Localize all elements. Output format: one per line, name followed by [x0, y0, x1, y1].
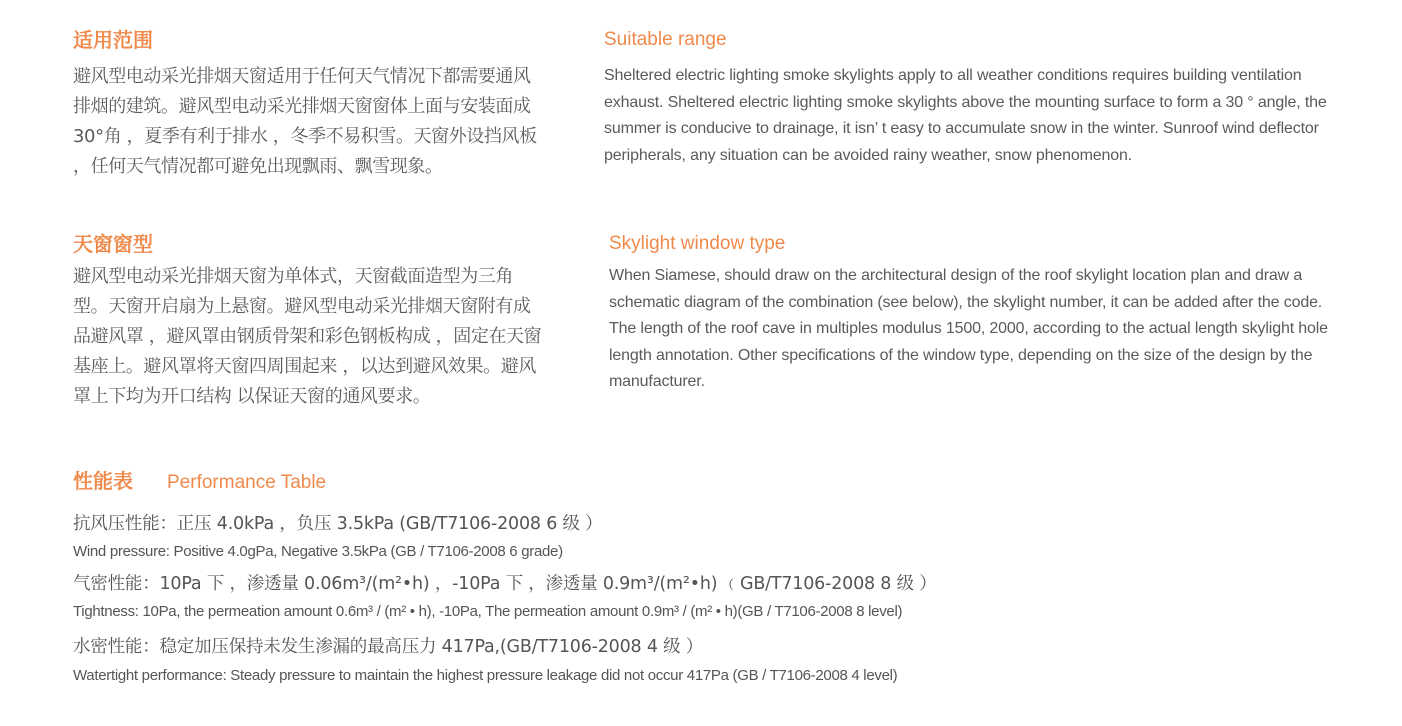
section-title-window-type-cn: 天窗窗型: [73, 232, 153, 256]
performance-title-en: Performance Table: [167, 472, 327, 493]
water-tightness-en: Watertight performance: Steady pressure to maintain the highest pressure leakage did not occur 417Pa (GB / T7106-2008 4 level): [73, 667, 898, 684]
air-tightness-en: Tightness: 10Pa, the permeation amount 0.6m³ / (m² • h), -10Pa, The permeation amount 0.9m³ / (m² • h)(GB / T7106-2008 8 level): [73, 603, 903, 620]
section-body-window-type-en: When Siamese, should draw on the architectural design of the roof skylight location plan and draw a schematic diagram of the combination (see below), the skylight number, it can be added after the code. The length of the roof cave in multiples modulus 1500, 2000, according to the actual length skylight hole length annotation. Other specifications of the window type, depending on the size of the design by the manufacturer.: [609, 267, 1328, 390]
section-body-window-type-cn: 避风型电动采光排烟天窗为单体式，天窗截面造型为三角型。天窗开启扇为上悬窗。避风型电动采光排烟天窗附有成品避风罩 ，避风罩由钢质骨架和彩色钢板构成 ，固定在天窗基座上。避风罩将天窗四周围起来 ，以达到避风效果。避风罩上下均为开口结构 以保证天窗的通风要求。: [73, 266, 542, 407]
section-title-window-type-en: Skylight window type: [609, 233, 786, 254]
air-tightness-cn: 气密性能：10Pa 下 ，渗透量 0.06m³/(m²•h) ，-10Pa 下 ，渗透量 0.9m³/(m²•h) ﹙GB/T7106-2008 8 级 ）: [73, 574, 937, 594]
wind-pressure-cn: 抗风压性能：正压 4.0kPa ，负压 3.5kPa (GB/T7106-2008 6 级 ）: [73, 514, 603, 534]
performance-title-cn: 性能表: [73, 469, 133, 493]
wind-pressure-en: Wind pressure: Positive 4.0gPa, Negative 3.5kPa (GB / T7106-2008 6 grade): [73, 543, 563, 560]
section-body-suitable-range-cn: 避风型电动采光排烟天窗适用于任何天气情况下都需要通风排烟的建筑。避风型电动采光排烟天窗窗体上面与安装面成 30°角 ，夏季有利于排水 ，冬季不易积雪。天窗外设挡风板 ，任何天气情况都可避免出现飘雨、飘雪现象。: [73, 66, 537, 177]
section-title-suitable-range-en: Suitable range: [604, 29, 727, 50]
water-tightness-cn: 水密性能：稳定加压保持未发生渗漏的最高压力 417Pa,(GB/T7106-2008 4 级 ）: [73, 637, 704, 657]
section-body-suitable-range-en: Sheltered electric lighting smoke skylights apply to all weather conditions requires building ventilation exhaust. Sheltered electric lighting smoke skylights above the mounting surface to form a 30 ° angle, the summer is conducive to drainage, it isn’ t easy to accumulate snow in the winter. Sunroof wind deflector peripherals, any situation can be avoided rainy weather, snow phenomenon.: [604, 67, 1327, 164]
section-title-suitable-range-cn: 适用范围: [73, 28, 153, 52]
